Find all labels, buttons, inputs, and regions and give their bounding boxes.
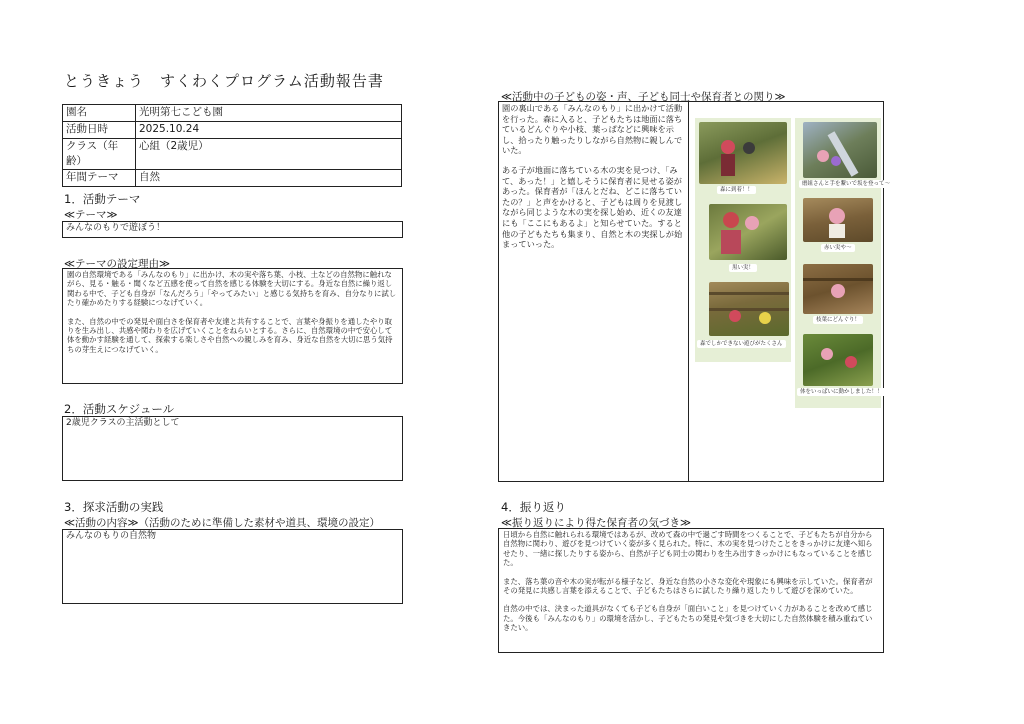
photo-red-berry xyxy=(803,198,873,242)
theme-box xyxy=(62,221,403,238)
caption: 森でしかできない遊びがたくさん xyxy=(697,340,786,348)
section1-heading: 1．活動テーマ xyxy=(64,192,141,206)
reflection-box xyxy=(498,528,884,653)
info-value: 光明第七こども園 xyxy=(136,105,402,122)
info-value: 自然 xyxy=(136,170,402,187)
reflection-paragraph: また、落ち葉の音や木の実が転がる様子など、身近な自然の小さな変化や現象にも興味を示していた。保育者がその発見に共感し言葉を添えることで、子どもたちはさらに試したり繰り返したりして遊びを深めていた。 xyxy=(503,576,873,596)
caption: 赤い実や～ xyxy=(821,244,855,252)
section3-heading: 3．探求活動の実践 xyxy=(64,500,164,514)
table-row xyxy=(63,105,402,122)
activity-paragraph: 園の裏山である「みんなのもり」に出かけて活動を行った。森に入ると、子どもたちは地面に落ちているどんぐりや小枝、葉っぱなどに興味を示し、拾ったり触ったりしながら自然物に親しんでいた。 xyxy=(502,103,683,156)
photo-black-berry xyxy=(709,204,787,260)
info-value: 心組（2歳児） xyxy=(136,139,402,170)
caption: 森に到着！！ xyxy=(717,186,756,194)
reason-paragraph: 園の自然環境である「みんなのもり」に出かけ、木の実や落ち葉、小枝、土などの自然物に触れながら、見る・触る・聞くなど五感を使って自然を感じる体験を大切にする。身近な自然に繰り返し関わる中で、子ども自身が「なんだろう」「やってみたい」と感じる気持ちを育み、自分なりに試したり確かめたりする経験につなげていく。 xyxy=(67,270,397,308)
activity-paragraph: ある子が地面に落ちている木の実を見つけ、「みて、あった！」と嬉しそうに保育者に見せる姿があった。保育者が「ほんとだね、どこに落ちていたの？」と声をかけると、子どもは周りを見渡しながら同じような木の実を探し始め、近くの友達にも「ここにもあるよ」と知らせていた。すると他の子どもたちも集まり、自然と木の実探しが始まっていった。 xyxy=(502,164,683,250)
table-row xyxy=(63,170,402,187)
reason-paragraph: また、自然の中での発見や面白さを保育者や友達と共有することで、言葉や身振りを通したやり取りを生み出し、共感や関わりを広げていくことをねらいとする。さらに、自然環境の中で安心して体を動かす経験を通して、探索する楽しさや自然への親しみを育み、身近な自然を大切に思う気持ちの芽生えにつなげていく。 xyxy=(67,316,393,354)
info-label: 年間テーマ xyxy=(63,170,136,187)
caption: 枝葉にどんぐり！ xyxy=(813,316,863,324)
page-title: とうきょう すくわくプログラム活動報告書 xyxy=(64,72,384,90)
photo-collage-left xyxy=(695,118,791,362)
caption: 磨組さんと手を繋いで坂を登って～ xyxy=(799,180,893,188)
theme-label: ≪テーマ≫ xyxy=(64,209,118,221)
table-row xyxy=(63,122,402,139)
photo-collage-right xyxy=(795,118,891,408)
reason-box xyxy=(62,268,403,384)
section2-heading: 2．活動スケジュール xyxy=(64,402,175,416)
photo-active-play xyxy=(803,334,873,386)
info-value: 2025.10.24 xyxy=(136,122,402,139)
theme-value: みんなのもりで遊ぼう！ xyxy=(66,223,166,233)
info-label: クラス（年齢） xyxy=(63,139,136,170)
info-label: 活動日時 xyxy=(63,122,136,139)
caption: 黒い実！ xyxy=(729,264,757,272)
reason-label: ≪テーマの設定理由≫ xyxy=(64,258,170,270)
activity-box xyxy=(498,101,891,482)
practice-value: みんなのもりの自然物 xyxy=(66,531,157,541)
schedule-value: 2歳児クラスの主活動として xyxy=(66,418,180,428)
activity-heading: ≪活動中の子どもの姿・声、子ども同士や保育者との関り≫ xyxy=(501,91,786,103)
info-label: 園名 xyxy=(63,105,136,122)
schedule-box xyxy=(62,416,403,481)
caption: 体をいっぱいに動かしました！！ xyxy=(797,388,886,396)
reflection-label: ≪振り返りにより得た保育者の気づき≫ xyxy=(501,517,691,529)
table-row xyxy=(63,139,402,170)
photo-acorn xyxy=(803,264,873,314)
photo-slope-climb xyxy=(803,122,877,178)
reflection-paragraph: 日頃から自然に触れられる環境ではあるが、改めて森の中で過ごす時間をつくることで、子どもたちが自分から自然物に関わり、遊びを見つけていく姿が多く見られた。特に、木の実を見つけたことをきっかけに友達へ知らせたり、一緒に探したりする姿から、自然が子ども同士の関わりを生み出すきっかけにもなっていることを感じた。 xyxy=(503,530,873,568)
section4-heading: 4．振り返り xyxy=(501,500,566,514)
info-table xyxy=(62,104,402,187)
practice-box xyxy=(62,529,403,604)
photo-forest-arrival xyxy=(699,122,787,184)
reflection-paragraph: 自然の中では、決まった道具がなくても子ども自身が「面白いこと」を見つけていく力があることを改めて感じた。今後も「みんなのもり」の環境を活かし、子どもたちの発見や気づきを大切にした自然体験を積み重ねていきたい。 xyxy=(503,604,873,633)
photo-forest-play xyxy=(709,282,789,336)
activity-text xyxy=(499,102,689,481)
practice-label: ≪活動の内容≫（活動のために準備した素材や道具、環境の設定） xyxy=(64,517,380,529)
